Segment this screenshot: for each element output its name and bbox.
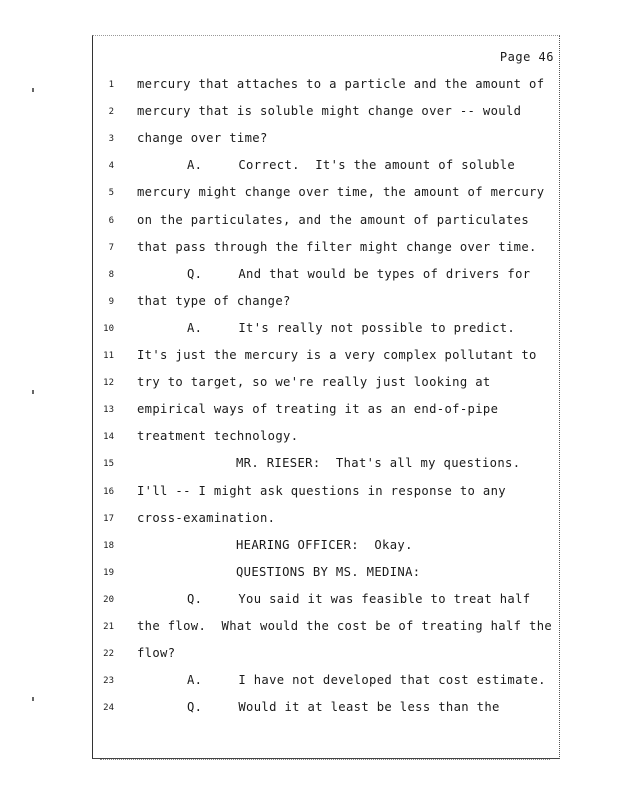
line-number: 13 (103, 405, 114, 416)
line-text: Would it at least be less than the (238, 700, 500, 715)
line-number: 22 (103, 649, 114, 660)
line-number: 4 (108, 161, 114, 172)
speaker-label: Q. (187, 266, 203, 281)
line-text: I'll -- I might ask questions in response to any (137, 483, 506, 498)
footer-divider (100, 759, 550, 760)
transcript-line (0, 537, 618, 561)
page-number: Page 46 (499, 50, 554, 64)
line-text: It's just the mercury is a very complex pollutant to (137, 348, 537, 362)
line-number: 24 (103, 703, 114, 714)
line-text: that type of change? (137, 293, 291, 308)
transcript-line (0, 348, 618, 371)
transcript-line (0, 700, 618, 723)
transcript-line (0, 646, 618, 669)
line-number: 3 (108, 134, 114, 145)
transcript-line (0, 185, 618, 208)
line-number: 21 (103, 622, 114, 632)
line-number: 11 (103, 351, 114, 361)
line-number: 14 (103, 432, 114, 443)
margin-mark (32, 390, 34, 394)
line-number: 7 (108, 242, 114, 253)
line-number: 23 (103, 676, 114, 687)
line-text: change over time? (137, 131, 268, 146)
line-text: mercury that is soluble might change over -- would (137, 104, 522, 119)
transcript-line (0, 293, 618, 317)
line-text: HEARING OFFICER: Okay. (236, 537, 413, 552)
line-text: Correct. It's the amount of soluble (238, 158, 516, 173)
line-number: 16 (103, 486, 114, 497)
transcript-line (0, 483, 618, 507)
margin-mark (32, 697, 34, 701)
line-text: mercury might change over time, the amount of mercury (137, 185, 545, 200)
line-text: And that would be types of drivers for (238, 266, 531, 281)
transcript-line (0, 320, 618, 344)
line-text: flow? (137, 646, 176, 661)
transcript-line (0, 510, 618, 534)
margin-mark (32, 88, 34, 92)
transcript-line (0, 239, 618, 263)
transcript-line (0, 402, 618, 425)
line-text: treatment technology. (137, 429, 299, 444)
transcript-line (0, 619, 618, 642)
line-number: 17 (103, 513, 114, 524)
speaker-label: Q. (187, 700, 203, 715)
transcript-line (0, 673, 618, 696)
line-content (187, 592, 531, 606)
line-text: empirical ways of treating it as an end-of-pipe (137, 402, 499, 417)
line-number: 8 (108, 269, 114, 280)
line-content (187, 321, 515, 335)
line-text: try to target, so we're really just looking at (137, 375, 491, 390)
line-text: on the particulates, and the amount of particulates (137, 212, 530, 227)
transcript-line (0, 456, 618, 479)
line-number: 20 (103, 594, 114, 605)
line-number: 5 (108, 188, 114, 199)
line-number: 18 (103, 540, 114, 551)
line-number: 15 (103, 459, 114, 470)
line-text: cross-examination. (137, 510, 276, 525)
transcript-line (0, 266, 618, 290)
transcript-line (0, 158, 618, 181)
transcript-line (0, 375, 618, 398)
line-content (187, 158, 515, 172)
line-number: 6 (108, 215, 114, 226)
speaker-label: A. (187, 673, 203, 688)
transcript-line (0, 429, 618, 452)
transcript-line (0, 77, 618, 100)
line-content (187, 267, 531, 281)
line-text: QUESTIONS BY MS. MEDINA: (236, 564, 421, 579)
line-text: You said it was feasible to treat half (238, 591, 531, 606)
line-content (187, 700, 500, 714)
speaker-label: A. (187, 320, 203, 335)
line-number: 19 (103, 567, 114, 578)
line-text: MR. RIESER: That's all my questions. (236, 456, 521, 471)
transcript-line (0, 104, 618, 127)
line-number: 12 (103, 378, 114, 389)
line-number: 9 (108, 296, 114, 307)
transcript-line (0, 131, 618, 154)
line-text: the flow. What would the cost be of treating half the (137, 619, 553, 633)
transcript-line (0, 212, 618, 236)
line-text: It's really not possible to predict. (238, 320, 516, 335)
line-number: 10 (103, 323, 114, 334)
speaker-label: A. (187, 158, 203, 173)
speaker-label: Q. (187, 591, 203, 606)
transcript-line (0, 591, 618, 615)
transcript-line (0, 564, 618, 588)
line-number: 1 (108, 80, 114, 90)
line-number: 2 (108, 107, 114, 118)
line-text: I have not developed that cost estimate. (238, 673, 546, 688)
line-text: mercury that attaches to a particle and the amount of (137, 77, 545, 91)
line-text: that pass through the filter might change over time. (137, 239, 537, 254)
line-content (187, 673, 546, 687)
